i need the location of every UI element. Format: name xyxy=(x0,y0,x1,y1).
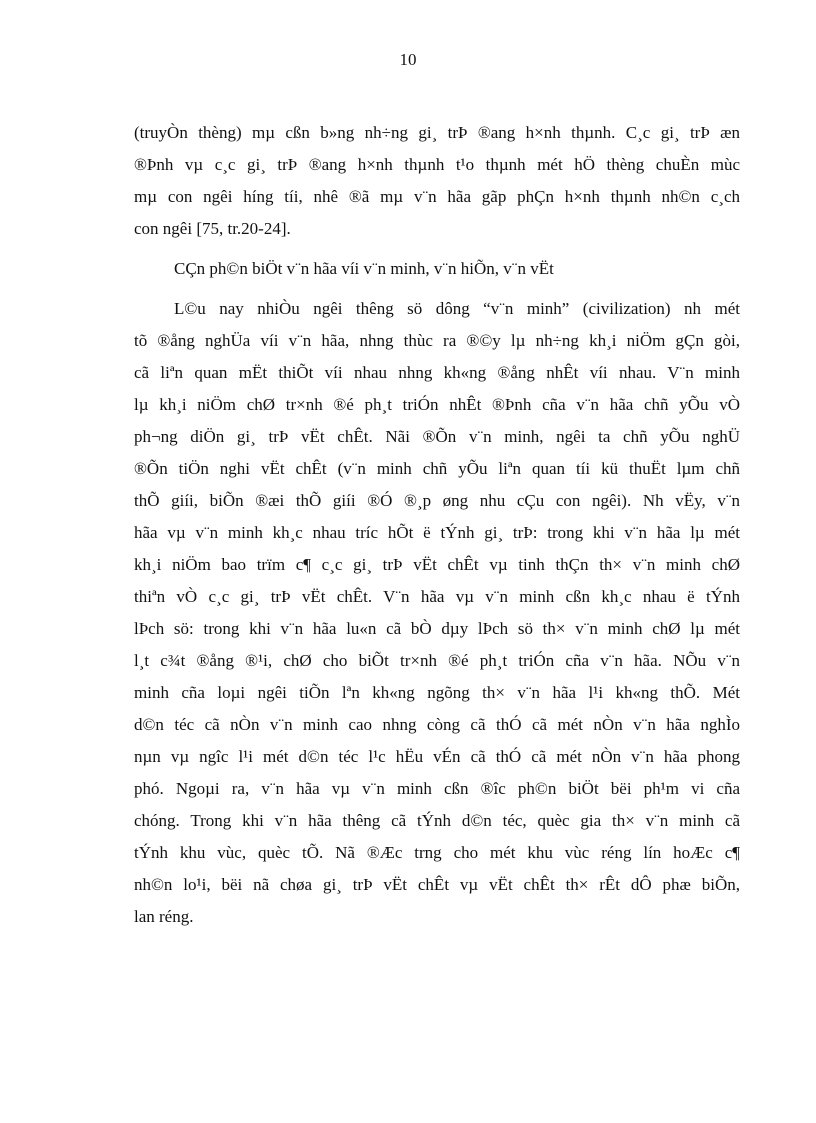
section-heading xyxy=(134,253,740,285)
heading-text: CÇn ph©n biÖt v¨n hãa víi v¨n minh, v¨n hiÕn, v¨n vËt xyxy=(174,259,554,278)
text-line: L©u nay nhiÒu ngêi thêng sö dông “v¨n minh” (civilization) nh mét xyxy=(174,299,740,318)
text-line: ph¬ng diÖn gi¸ trÞ vËt chÊt. Nãi ®Õn v¨n minh, ngêi ta chñ yÕu nghÜ xyxy=(134,427,740,446)
text-line: lµ kh¸i niÖm chØ tr×nh ®é ph¸t triÓn nhÊt ®Þnh cña v¨n hãa chñ yÕu vÒ xyxy=(134,395,740,414)
paragraph-gap xyxy=(134,245,740,253)
text-line: ®Õn tiÖn nghi vËt chÊt (v¨n minh chñ yÕu liªn quan tíi kü thuËt lµm chñ xyxy=(134,459,740,478)
text-line: hãa vµ v¨n minh kh¸c nhau tríc hÕt ë tÝnh gi¸ trÞ: trong khi v¨n hãa lµ mét xyxy=(134,523,740,542)
text-line: nµn vµ ngîc l¹i mét d©n téc l¹c hËu vÉn cã thÓ cã mét nÒn v¨n hãa phong xyxy=(134,747,740,766)
text-line: thiªn vÒ c¸c gi¸ trÞ vËt chÊt. V¨n hãa vµ v¨n minh cßn kh¸c nhau ë tÝnh xyxy=(134,587,740,606)
paragraph-body xyxy=(134,293,740,933)
text-line: tõ ®ång nghÜa víi v¨n hãa, nhng thùc ra ®©y lµ nh÷ng kh¸i niÖm gÇn gòi, xyxy=(134,331,740,350)
text-line: tÝnh khu vùc, quèc tÕ. Nã ®Æc trng cho mét khu vùc réng lín hoÆc c¶ xyxy=(134,843,740,862)
page-content xyxy=(134,117,740,933)
page-number: 10 xyxy=(399,50,417,69)
paragraph-gap xyxy=(134,285,740,293)
text-line: cã liªn quan mËt thiÕt víi nhau nhng kh«ng ®ång nhÊt víi nhau. V¨n minh xyxy=(134,363,740,382)
text-line: lan réng. xyxy=(134,907,194,926)
text-line: kh¸i niÖm bao trïm c¶ c¸c gi¸ trÞ vËt chÊt vµ tinh thÇn th× v¨n minh chØ xyxy=(134,555,740,574)
text-line: (truyÒn thèng) mµ cßn b»ng nh÷ng gi¸ trÞ ®ang h×nh thµnh. C¸c gi¸ trÞ æn xyxy=(134,123,740,142)
text-line: nh©n lo¹i, bëi nã chøa gi¸ trÞ vËt chÊt vµ vËt chÊt th× rÊt dÔ phæ biÕn, xyxy=(134,875,740,894)
text-line: lÞch sö: trong khi v¨n hãa lu«n cã bÒ dµy lÞch sö th× v¨n minh chØ lµ mét xyxy=(134,619,740,638)
paragraph-continuation xyxy=(134,117,740,245)
text-line: chóng. Trong khi v¨n hãa thêng cã tÝnh d©n téc, quèc gia th× v¨n minh cã xyxy=(134,811,740,830)
text-line: thÕ giíi, biÕn ®æi thÕ giíi ®Ó ®¸p øng nhu cÇu con ngêi). Nh vËy, v¨n xyxy=(134,491,740,510)
text-line: ®Þnh vµ c¸c gi¸ trÞ ®ang h×nh thµnh t¹o thµnh mét hÖ thèng chuÈn mùc xyxy=(134,155,740,174)
text-line: con ngêi [75, tr.20-24]. xyxy=(134,219,291,238)
text-line: phó. Ngoµi ra, v¨n hãa vµ v¨n minh cßn ®îc ph©n biÖt bëi ph¹m vi cña xyxy=(134,779,740,798)
text-line: minh cña loµi ngêi tiÕn lªn kh«ng ngõng th× v¨n hãa l¹i kh«ng thÕ. Mét xyxy=(134,683,740,702)
text-line: mµ con ngêi híng tíi, nhê ®ã mµ v¨n hãa gãp phÇn h×nh thµnh nh©n c¸ch xyxy=(134,187,740,206)
text-line: l¸t c¾t ®ång ®¹i, chØ cho biÕt tr×nh ®é ph¸t triÓn cña v¨n hãa. NÕu v¨n xyxy=(134,651,740,670)
text-line: d©n téc cã nÒn v¨n minh cao nhng còng cã thÓ cã mét nÒn v¨n hãa nghÌo xyxy=(134,715,740,734)
